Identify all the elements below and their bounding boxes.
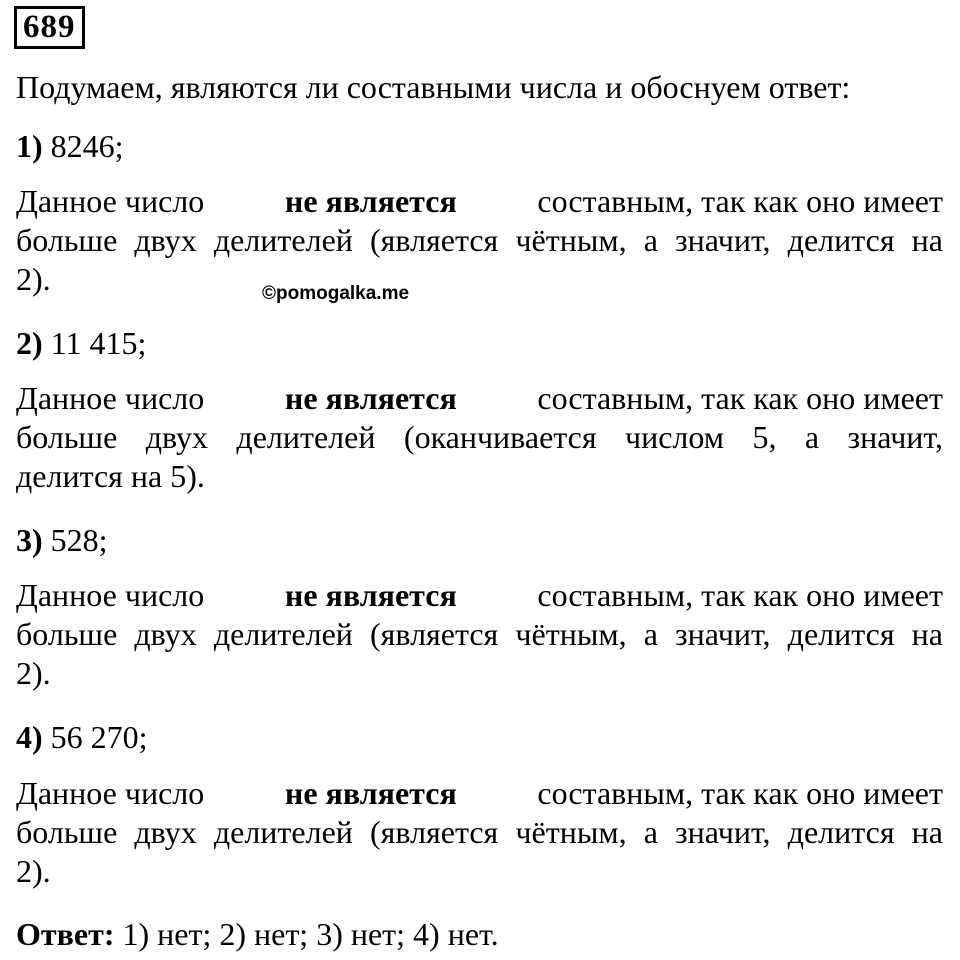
item-1-number: 8246; [50,128,124,164]
item-4-rest: составным, так как оно имеет [537,775,943,811]
item-1-heading [16,127,124,165]
item-3-line-2: больше двух делителей (является чётным, а значит, делится на [16,616,943,652]
item-4-bold: не является [284,775,457,811]
item-2-line-3: делится на 5). [16,458,205,494]
item-1-bold: не является [284,183,457,219]
item-1-line-2: больше двух делителей (является чётным, а значит, делится на [16,222,943,258]
item-3-lead: Данное число [16,577,205,613]
watermark: ©pomogalka.me [262,283,410,304]
item-4-label: 4) [16,719,43,755]
item-1-rest: составным, так как оно имеет [537,183,943,219]
item-3-heading [16,521,108,559]
item-4-number: 56 270; [50,719,148,755]
item-1-line-3: 2). [16,261,51,297]
item-2-rest: составным, так как оно имеет [537,380,943,416]
item-4-explanation [16,774,943,891]
item-2-bold: не является [284,380,457,416]
item-2-line-2: больше двух делителей (оканчивается числом 5, а значит, [16,419,943,455]
item-2-number: 11 415; [50,325,147,361]
item-3-line-1 [16,576,943,615]
task-number-box: 689 [14,6,85,49]
item-2-heading [16,324,146,362]
item-1-line-1 [16,182,943,221]
item-3-explanation [16,576,943,693]
task-intro: Подумаем, являются ли составными числа и обоснуем ответ: [16,69,851,105]
answer-line [16,915,499,953]
item-1-lead: Данное число [16,183,205,219]
item-4-line-3: 2). [16,853,51,889]
item-2-line-1 [16,379,943,418]
item-1-label: 1) [16,128,43,164]
item-2-explanation [16,379,943,496]
item-3-line-3: 2). [16,655,51,691]
item-2-lead: Данное число [16,380,205,416]
item-4-line-2: больше двух делителей (является чётным, а значит, делится на [16,814,943,850]
answer-label: Ответ: [16,916,115,952]
item-3-bold: не является [284,577,457,613]
item-3-label: 3) [16,522,43,558]
item-3-number: 528; [50,522,108,558]
answer-text: 1) нет; 2) нет; 3) нет; 4) нет. [122,916,499,952]
item-3-rest: составным, так как оно имеет [537,577,943,613]
item-4-line-1 [16,774,943,813]
item-2-label: 2) [16,325,43,361]
item-1-explanation [16,182,943,299]
item-4-heading [16,718,148,756]
item-4-lead: Данное число [16,775,205,811]
